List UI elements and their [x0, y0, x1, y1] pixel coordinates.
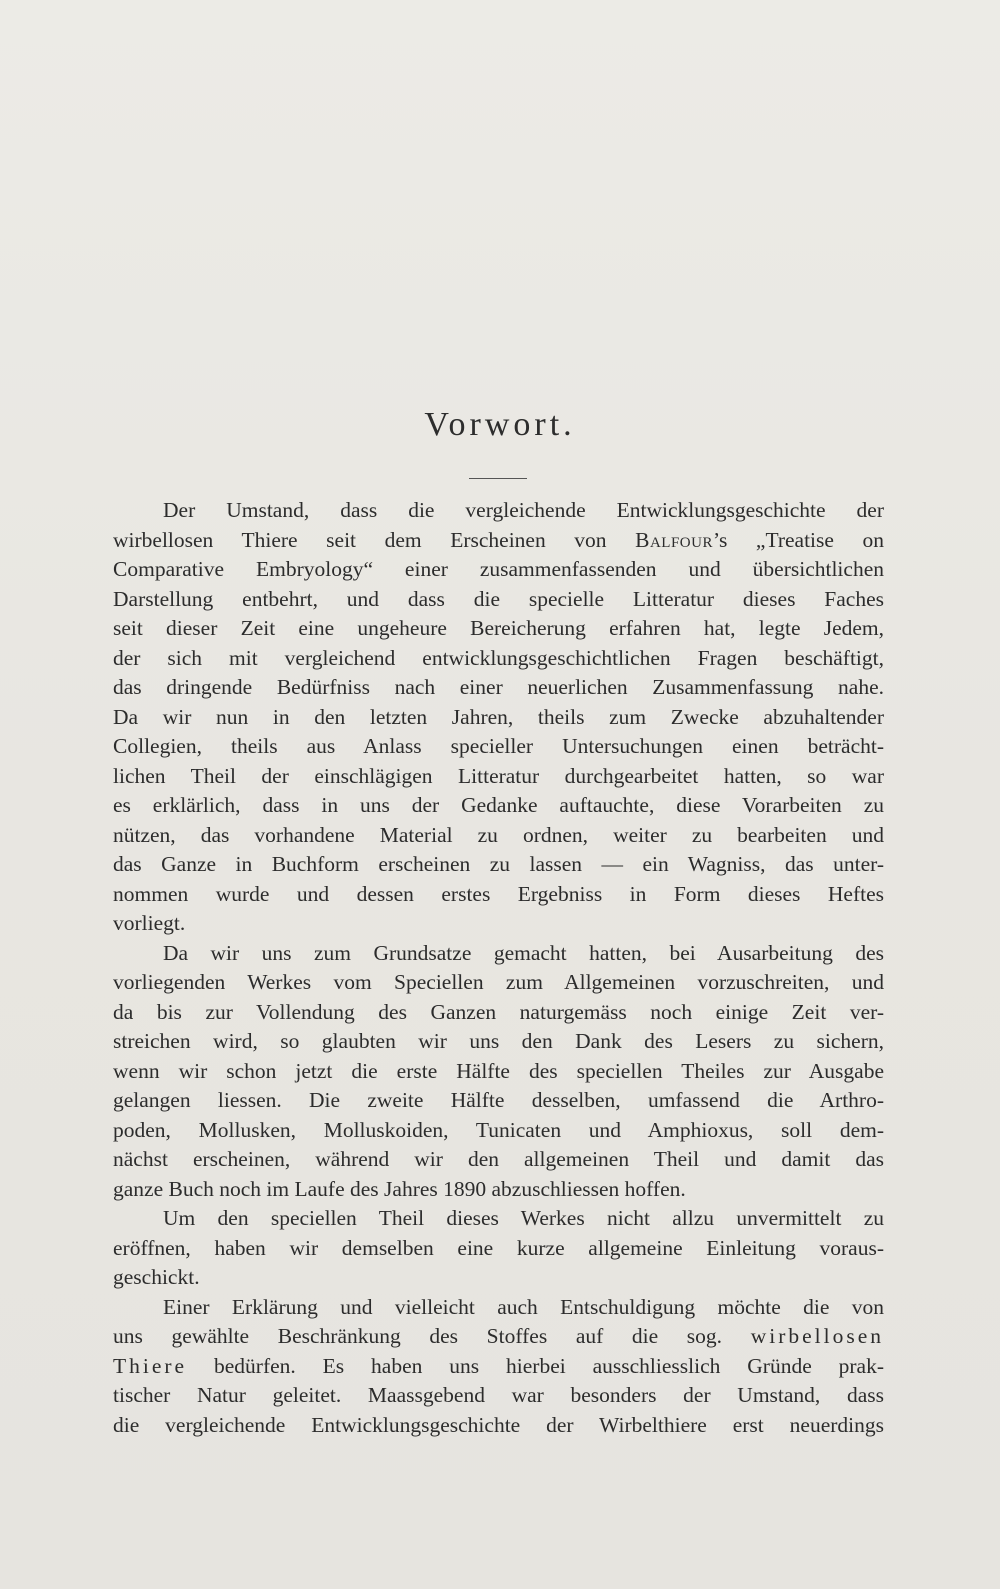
text-line — [113, 1411, 884, 1441]
text-line-main: wenn wir schon jetzt die erste Hälfte des speciellen Theiles zur Ausgabe — [113, 1058, 884, 1083]
text-line-main: das Ganze in Buchform erscheinen zu lassen — ein Wagniss, das unter- — [113, 852, 884, 876]
text-line — [113, 1263, 884, 1293]
text-line-main: Da wir uns zum Grundsatze gemacht hatten, bei Ausarbeitung des — [163, 940, 884, 965]
text-line — [113, 673, 884, 703]
text-line — [113, 1234, 884, 1264]
text-line — [113, 732, 884, 762]
text-line — [113, 968, 884, 998]
text-line-main: ganze Buch noch im Laufe des Jahres 1890 abzuschliessen hoffen. — [113, 1176, 686, 1201]
text-line-main: geschickt. — [113, 1265, 200, 1289]
text-line-main: nützen, das vorhandene Material zu ordnen, weiter zu bearbeiten und — [113, 822, 884, 847]
text-line-main: wirbellosen Thiere seit dem Erscheinen von — [113, 527, 636, 552]
text-line-main: vorliegt. — [113, 911, 186, 935]
text-line-main: tischer Natur geleitet. Maassgebend war besonders der Umstand, dass — [113, 1383, 884, 1407]
text-line-main: Um den speciellen Theil dieses Werkes nicht allzu unvermittelt zu — [163, 1206, 884, 1230]
text-line-main: nommen wurde und dessen erstes Ergebniss in Form dieses Heftes — [113, 881, 884, 906]
preface-body — [113, 496, 884, 1440]
spaced-emphasis: wirbellosen — [750, 1324, 884, 1348]
text-line — [113, 614, 884, 644]
text-line-main: lichen Theil der einschlägigen Litteratur durchgearbeitet hatten, so war — [113, 763, 884, 788]
text-line-main: eröffnen, haben wir demselben eine kurze allgemeine Einleitung voraus- — [113, 1235, 884, 1260]
text-line — [113, 496, 884, 526]
text-line-main: gelangen liessen. Die zweite Hälfte desselben, umfassend die Arthro- — [113, 1088, 884, 1112]
text-line — [113, 1175, 884, 1205]
text-line — [113, 1116, 884, 1146]
text-line — [113, 909, 884, 939]
text-line-main: Comparative Embryology“ einer zusammenfassenden und übersichtlichen — [113, 557, 884, 581]
text-line — [113, 1352, 884, 1382]
text-line — [113, 791, 884, 821]
text-line — [113, 1293, 884, 1323]
author-name-smallcaps: Balfour — [635, 527, 713, 552]
text-line — [113, 1027, 884, 1057]
text-line-main: poden, Mollusken, Molluskoiden, Tunicaten und Amphioxus, soll dem- — [113, 1117, 884, 1142]
text-line — [113, 526, 884, 556]
text-line — [113, 1086, 884, 1116]
text-line — [113, 585, 884, 615]
text-line-tail: ’s „Treatise on — [712, 527, 884, 552]
text-line — [113, 1322, 884, 1352]
title-divider — [469, 478, 527, 479]
text-line-main: Einer Erklärung und vielleicht auch Entschuldigung möchte die von — [163, 1294, 884, 1319]
text-line-main: Collegien, theils aus Anlass specieller Untersuchungen einen beträcht- — [113, 734, 884, 758]
text-line — [113, 821, 884, 851]
text-line-main: die vergleichende Entwicklungsgeschichte der Wirbelthiere erst neuerdings — [113, 1412, 884, 1437]
text-line-main: Darstellung entbehrt, und dass die specielle Litteratur dieses Faches — [113, 586, 884, 611]
text-line — [113, 850, 884, 880]
text-line-tail: bedürfen. Es haben uns hierbei ausschliesslich Gründe prak- — [187, 1353, 884, 1378]
text-line-main: uns gewählte Beschränkung des Stoffes auf die sog. — [113, 1324, 751, 1348]
text-line — [113, 1204, 884, 1234]
text-line-main: streichen wird, so glaubten wir uns den Dank des Lesers zu sichern, — [113, 1029, 884, 1053]
text-line — [113, 1381, 884, 1411]
text-line — [113, 998, 884, 1028]
page-title: Vorwort. — [424, 406, 576, 443]
text-line — [113, 762, 884, 792]
text-line-main: Der Umstand, dass die vergleichende Entwicklungsgeschichte der — [163, 498, 884, 522]
text-line — [113, 555, 884, 585]
text-line-main: seit dieser Zeit eine ungeheure Bereicherung erfahren hat, legte Jedem, — [113, 616, 884, 640]
text-line-main: es erklärlich, dass in uns der Gedanke auftauchte, diese Vorarbeiten zu — [113, 793, 884, 817]
text-line-main: der sich mit vergleichend entwicklungsgeschichtlichen Fragen beschäftigt, — [113, 645, 884, 670]
text-line-main: vorliegenden Werkes vom Speciellen zum Allgemeinen vorzuschreiten, und — [113, 970, 884, 994]
text-line — [113, 703, 884, 733]
text-line — [113, 1057, 884, 1087]
text-line-main: Da wir nun in den letzten Jahren, theils zum Zwecke abzuhaltender — [113, 704, 884, 729]
text-line — [113, 939, 884, 969]
text-line-main: da bis zur Vollendung des Ganzen naturgemäss noch einige Zeit ver- — [113, 999, 884, 1024]
text-line-main: das dringende Bedürfniss nach einer neuerlichen Zusammenfassung nahe. — [113, 675, 884, 699]
text-line — [113, 644, 884, 674]
spaced-emphasis: Thiere — [113, 1353, 188, 1378]
text-line-main: nächst erscheinen, während wir den allgemeinen Theil und damit das — [113, 1147, 884, 1171]
text-line — [113, 1145, 884, 1175]
text-line — [113, 880, 884, 910]
